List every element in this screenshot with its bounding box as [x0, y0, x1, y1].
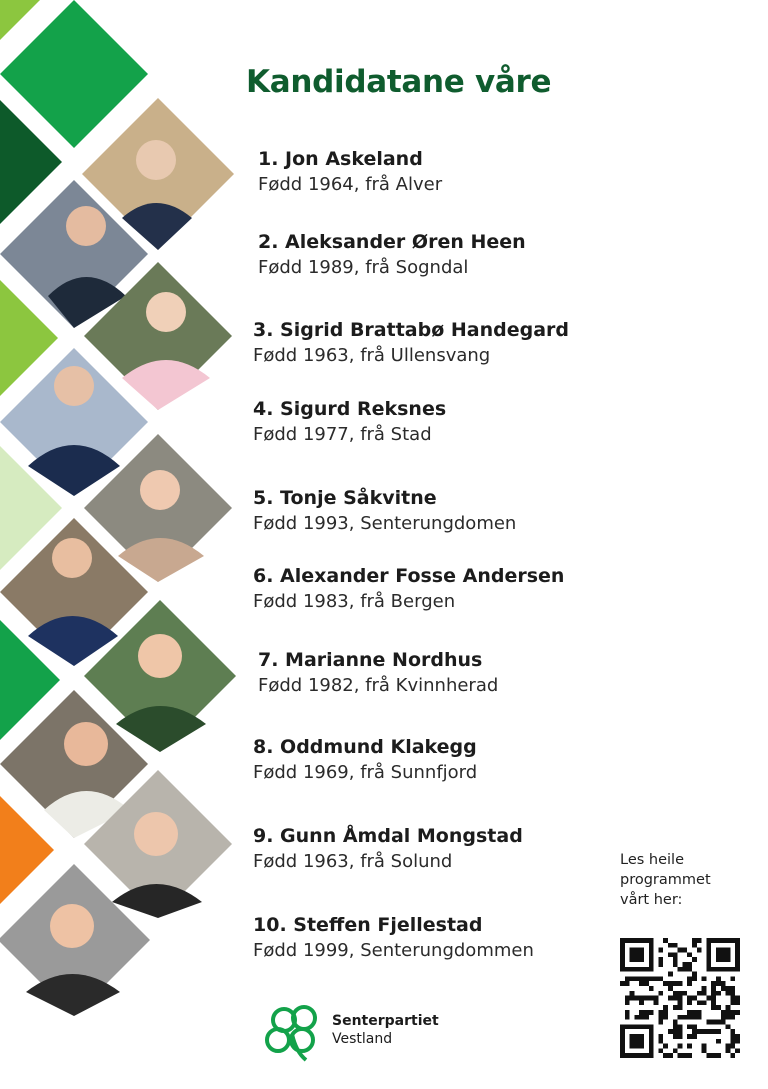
- candidate-1: [258, 146, 442, 198]
- candidate-3: [253, 317, 569, 369]
- candidate-name: 10. Steffen Fjellestad: [253, 914, 483, 936]
- candidate-info: Fødd 1963, frå Solund: [253, 851, 453, 872]
- candidate-name: 5. Tonje Såkvitne: [253, 487, 437, 509]
- candidate-name: 7. Marianne Nordhus: [258, 649, 483, 671]
- party-name: Senterpartiet: [332, 1013, 439, 1029]
- candidate-name: 6. Alexander Fosse Andersen: [253, 565, 565, 587]
- candidate-name: 4. Sigurd Reksnes: [253, 398, 447, 420]
- candidate-5: [253, 485, 516, 537]
- qr-label: Les heile programmet vårt her:: [620, 852, 711, 908]
- page-title: Kandidatane våre: [246, 64, 552, 100]
- candidate-6: [253, 563, 564, 615]
- candidate-info: Fødd 1989, frå Sogndal: [258, 257, 469, 278]
- candidate-name: 2. Aleksander Øren Heen: [258, 231, 526, 253]
- candidate-info: Fødd 1999, Senterungdommen: [253, 940, 534, 961]
- candidate-2: [258, 229, 526, 281]
- candidate-info: Fødd 1977, frå Stad: [253, 424, 432, 445]
- candidate-name: 9. Gunn Åmdal Mongstad: [253, 825, 523, 847]
- senterpartiet-clover-logo-icon: [262, 1000, 332, 1064]
- candidate-info: Fødd 1982, frå Kvinnherad: [258, 675, 499, 696]
- decorative-diamond-collage: [0, 0, 240, 1089]
- candidate-7: [258, 647, 498, 699]
- candidate-9: [253, 823, 523, 875]
- candidate-8: [253, 734, 477, 786]
- candidate-4: [253, 396, 446, 448]
- candidate-info: Fødd 1963, frå Ullensvang: [253, 345, 491, 366]
- candidate-info: Fødd 1983, frå Bergen: [253, 591, 456, 612]
- candidate-10: [253, 912, 534, 964]
- qr-code[interactable]: [620, 938, 740, 1058]
- party-region: Vestland: [332, 1031, 393, 1047]
- candidate-info: Fødd 1993, Senterungdomen: [253, 513, 517, 534]
- candidate-name: 3. Sigrid Brattabø Handegard: [253, 319, 570, 341]
- candidate-name: 1. Jon Askeland: [258, 148, 423, 170]
- candidate-info: Fødd 1964, frå Alver: [258, 174, 443, 195]
- candidate-info: Fødd 1969, frå Sunnfjord: [253, 762, 478, 783]
- party-logo-text: [332, 1012, 439, 1048]
- candidate-name: 8. Oddmund Klakegg: [253, 736, 477, 758]
